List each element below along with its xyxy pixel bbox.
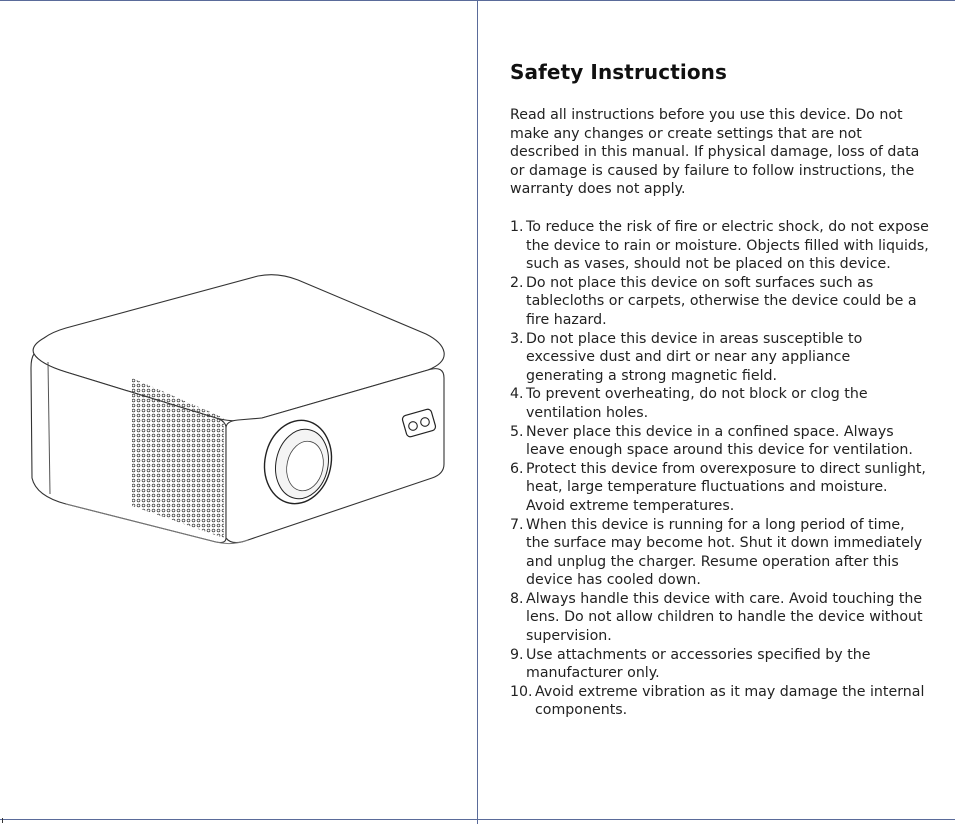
item-text: Use attachments or accessories specified by the manufacturer only.: [526, 646, 871, 682]
item-text: Always handle this device with care. Avoid touching the lens. Do not allow children to handle the device without supervision.: [526, 590, 923, 645]
item-number: 9.: [510, 646, 524, 663]
item-number: 3.: [510, 330, 524, 347]
list-item: [510, 423, 930, 460]
item-number: 1.: [510, 219, 524, 235]
list-item: [510, 218, 930, 274]
list-item: [510, 646, 930, 683]
item-text: Avoid extreme vibration as it may damage the internal components.: [535, 683, 925, 719]
item-number: 6.: [510, 460, 524, 477]
item-number: 5.: [510, 423, 524, 440]
list-item: [510, 385, 930, 422]
item-text: Protect this device from overexposure to direct sunlight, heat, large temperature fluctuations and moisture. Avoid extreme temperatures.: [526, 460, 926, 514]
list-item: [510, 683, 930, 720]
item-text: Do not place this device on soft surfaces such as tablecloths or carpets, otherwise the device could be a fire hazard.: [526, 274, 917, 328]
right-page: [478, 0, 955, 819]
list-item: [510, 330, 930, 386]
item-text: To prevent overheating, do not block or clog the ventilation holes.: [526, 386, 868, 421]
list-item: [510, 460, 930, 516]
bottom-border: [0, 819, 955, 820]
list-item: [510, 274, 930, 330]
list-item: [510, 516, 930, 590]
item-text: To reduce the risk of fire or electric shock, do not expose the device to rain or moisture. Objects filled with liquids, such as vases, should not be placed on this device.: [526, 219, 929, 273]
item-text: Do not place this device in areas susceptible to excessive dust and dirt or near any appliance generating a strong magnetic field.: [526, 330, 863, 384]
page-title: Safety Instructions: [510, 60, 728, 84]
safety-list: [510, 218, 930, 720]
intro-paragraph: Read all instructions before you use this device. Do not make any changes or create settings that are not described in this manual. If physical damage, loss of data or damage is caused by failure to follow instructions, the warranty does not apply.: [510, 107, 920, 198]
left-page: [0, 0, 477, 819]
item-number: 8.: [510, 590, 524, 607]
list-item: [510, 590, 930, 646]
item-number: 2.: [510, 274, 524, 291]
item-number: 7.: [510, 516, 524, 533]
projector-illustration-icon: [26, 268, 450, 550]
item-text: When this device is running for a long period of time, the surface may become hot. Shut it down immediately and unplug the charger. Resume operation after this device has cooled down.: [526, 516, 923, 589]
item-number: 4.: [510, 386, 524, 403]
item-number: 10.: [510, 683, 533, 700]
item-text: Never place this device in a confined space. Always leave enough space around this device for ventilation.: [526, 423, 913, 459]
